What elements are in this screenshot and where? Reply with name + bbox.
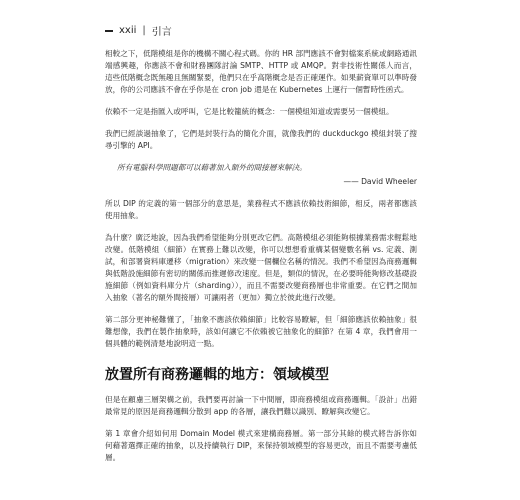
paragraph: 為什麼？廣泛地說，因為我們希望能夠分別更改它們。高階模組必須能夠根據業務需求輕鬆地改變。低階模組（細節）在實務上難以改變，你可以想想看重構某個變數名稱 vs. 定義、測試，和部署資料庫遷移（migration）來改變一個欄位名稱的情況。我們不希望因為商務邏輯與低階設施細節有密切的關係而推遲修改速度。但是，類似的情況，在必要時能夠修改基礎設施細節（例如資料庫分片（sharding）），而且不需要改變商務層也非常重要。在它們之間加入抽象（著名的額外間接層）可讓兩者（更加）獨立於彼此進行改變。 — [105, 233, 417, 302]
paragraph: 但是在顧慮三層架構之前，我們要再討論一下中間層，即商務模組或商務邏輯。「設計」出錯最常見的原因是商務邏輯分散到 app 的各層，讓我們難以識別、瞭解與改變它。 — [105, 395, 417, 416]
paragraph: 所以 DIP 的定義的第一個部分的意思是，業務程式不應該依賴技術細節，相反，兩者都應該使用抽象。 — [105, 199, 417, 220]
section-title: 引言 — [151, 27, 172, 38]
paragraph: 相較之下，低階模組是你的機構不關心程式碼。你的 HR 部門應該不會對檔案系統或網路通訊端感興趣，你應該不會和財務團隊討論 SMTP、HTTP 或 AMQP。對非技術性關係人而言，這些低階概念既無趣且無關緊要，他們只在乎高階概念是否正確運作。如果薪資單可以準時發放，你的公司應該不會在乎你是在 cron job 還是在 Kubernetes 上運行一個暫時性函式。 — [105, 49, 417, 94]
page-body — [105, 48, 417, 474]
paragraph: 我們已經談過抽象了，它們是封裝行為的簡化介面，就像我們的 duckduckgo 模組封裝了搜尋引擎的 API。 — [105, 129, 417, 150]
header-separator: | — [142, 25, 146, 36]
paragraph: 第 1 章會介紹如何用 Domain Model 模式來建構商務層。第一部分其餘的模式將告訴你如何藉著選擇正確的抽象，以及持續執行 DIP，來保持領域模型的容易更改，而且不需要考慮低層。 — [105, 429, 417, 462]
section-heading: 放置所有商務邏輯的地方：領域模型 — [105, 367, 329, 383]
quote-attribution: —— David Wheeler — [343, 177, 417, 186]
header-rule — [105, 30, 113, 32]
running-header — [105, 23, 172, 38]
page-number: xxii — [119, 25, 137, 36]
paragraph: 依賴不一定是指匯入或呼叫，它是比較籠統的概念：一個模組知道或需要另一個模組。 — [105, 107, 394, 116]
paragraph: 第二部分更神秘難懂了，「抽象不應該依賴細節」比較容易瞭解，但「細節應該依賴抽象」很難想像，我們在製作抽象時，該如何讓它不依賴被它抽象化的細節？在第 4 章，我們會用一個具體的範例清楚地說明這一點。 — [105, 315, 417, 348]
epigraph-quote: 所有電腦科學問題都可以藉著加入額外的間接層來解決。 — [117, 163, 307, 172]
